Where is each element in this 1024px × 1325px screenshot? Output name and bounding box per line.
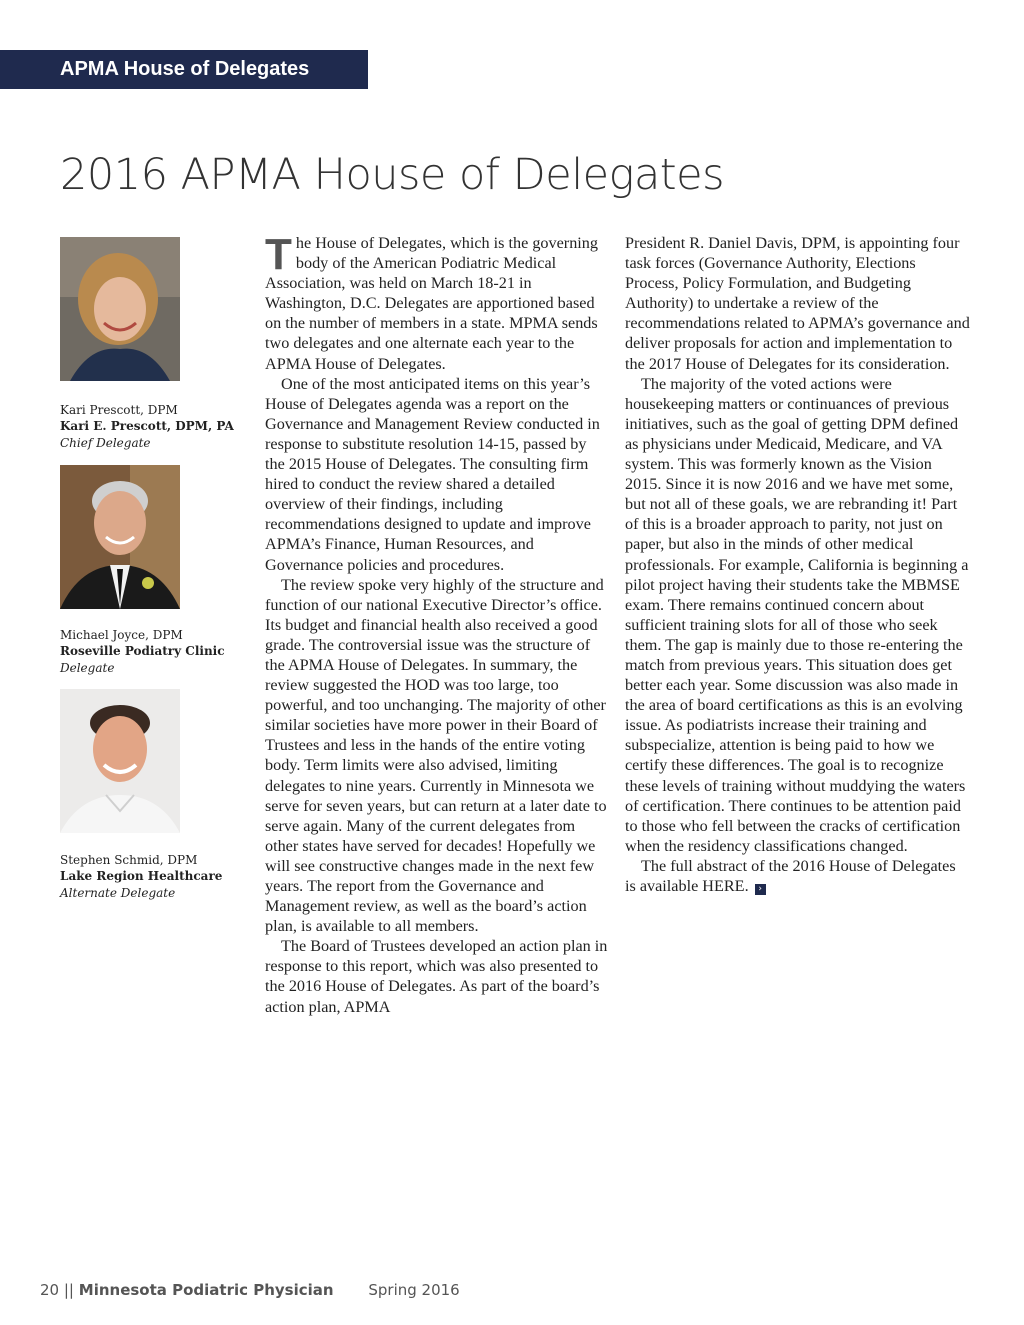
- delegate-caption-2: [60, 627, 250, 676]
- paragraph-text: he House of Delegates, which is the governing body of the American Podiatric Medical Association, was held on March 18-21 in Washington, D.C. Delegates are apportioned based on the number of members in a state. MPMA sends two delegates and one alternate each year to the APMA House of Delegates.: [265, 234, 598, 373]
- section-banner-label: APMA House of Delegates: [60, 58, 310, 80]
- delegate-caption-3: [60, 852, 250, 901]
- delegate-photo-2: [60, 465, 180, 609]
- page-footer: [40, 1281, 460, 1299]
- paragraph: The Board of Trustees developed an action plan in response to this report, which was also presented to the 2016 House of Delegates. As part of the board’s action plan, APMA: [265, 937, 608, 1016]
- delegate-role: Chief Delegate: [60, 435, 151, 450]
- delegate-role: Alternate Delegate: [60, 885, 176, 900]
- delegate-photo-1: [60, 237, 180, 381]
- delegate-name: Michael Joyce, DPM: [60, 628, 183, 642]
- paragraph: President R. Daniel Davis, DPM, is appointing four task forces (Governance Authority, Elections Process, Policy Formulation, and Budgeting Authority) to undertake a review of the recommendations related to APMA’s governance and deliver proposals for action and implementation to the 2017 House of Delegates for its consideration.: [625, 234, 970, 373]
- delegate-name: Kari Prescott, DPM: [60, 403, 178, 417]
- paragraph-text: The full abstract of the 2016 House of Delegates is available HERE.: [625, 856, 956, 895]
- delegate-name: Stephen Schmid, DPM: [60, 853, 198, 867]
- delegate-role: Delegate: [60, 660, 115, 675]
- magazine-name: Minnesota Podiatric Physician: [78, 1281, 334, 1299]
- drop-cap: T: [265, 230, 292, 279]
- paragraph: One of the most anticipated items on this year’s House of Delegates agenda was a report on the Governance and Management Review conducted in response to substitute resolution 14-15, passed by the 2015 House of Delegates. The consulting firm hired to conduct the review shared a detailed overview of their findings, including recommendations designed to update and improve APMA’s Finance, Human Resources, and Governance policies and procedures.: [265, 374, 600, 574]
- paragraph: The review spoke very highly of the structure and function of our national Executive Director’s office. Its budget and financial health also received a good grade. The controversial issue was the structure of the APMA House of Delegates. In summary, the review suggested the HOD was too large, too powerful, and too unchanging. The majority of other similar societies have more power in their Board of Trustees and less in the hands of the entire voting body. Term limits were also advised, limiting delegates to nine years. Currently in Minnesota we serve for seven years, but can return at a later date to serve again. Many of the current delegates from other states have served for decades! Hopefully we will see constructive changes made in the next few years. The report from the Governance and Management review, as well as the board’s action plan, is available to all members.: [265, 575, 607, 936]
- paragraph: [625, 856, 970, 896]
- footer-separator: ||: [63, 1281, 74, 1299]
- arrow-right-icon[interactable]: ›: [755, 884, 766, 895]
- paragraph: [265, 230, 610, 374]
- delegate-org: Roseville Podiatry Clinic: [60, 644, 225, 659]
- paragraph: The majority of the voted actions were housekeeping matters or continuances of previous initiatives, such as the goal of getting DPM defined as physicians under Medicaid, Medicare, and VA system. This was formerly known as the Vision 2015. Since it is now 2016 and we have met some, but not all of these goals, we are rebranding it! Part of this is a broader approach to parity, not just on paper, but also in the minds of other medical professionals. For example, California is beginning a pilot project having their students take the MBMSE exam. There remains continued concern about sufficient training slots for all of those who seek them. The gap is mainly due to those re-entering the match from previous years. This situation does get better each year. Some discussion was also made in the area of board certifications as this is an evolving issue. As podiatrists increase their training and subspecialize, attention is being paid to how we certify these differences. The goal is to recognize these levels of training without muddying the waters of certification. There continues to be attention paid to those who fell between the cracks of certification when the residency classifications changed.: [625, 374, 969, 855]
- delegate-photo-3: [60, 689, 180, 833]
- issue-label: Spring 2016: [368, 1281, 460, 1299]
- article-column-1: [265, 230, 610, 1017]
- delegate-caption-1: [60, 402, 250, 451]
- article-column-2: [625, 233, 970, 896]
- section-banner: [0, 50, 368, 89]
- delegate-org: Lake Region Healthcare: [60, 869, 223, 884]
- delegate-org: Kari E. Prescott, DPM, PA: [60, 419, 234, 434]
- article-title: 2016 APMA House of Delegates: [60, 150, 725, 200]
- page-number: 20: [40, 1281, 60, 1299]
